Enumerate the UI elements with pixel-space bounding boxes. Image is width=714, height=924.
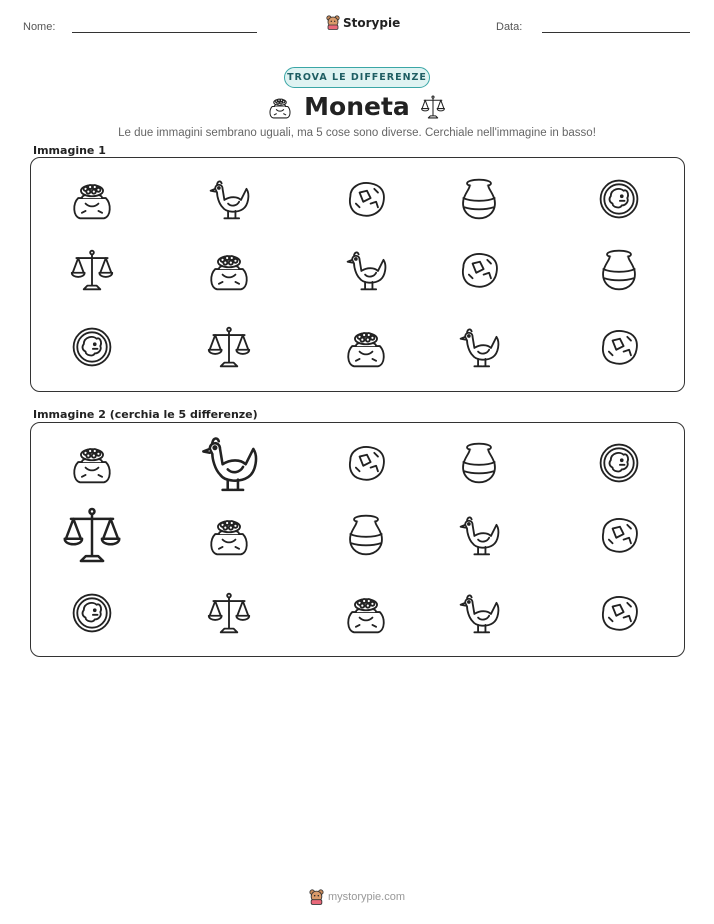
chicken-icon[interactable] bbox=[197, 431, 261, 495]
title-scales-icon bbox=[418, 94, 448, 120]
section-2-label: Immagine 2 (cerchia le 5 differenze) bbox=[33, 408, 258, 421]
pot-icon[interactable] bbox=[343, 512, 389, 558]
pot-icon bbox=[596, 247, 642, 293]
chicken-icon bbox=[343, 247, 389, 293]
name-field[interactable] bbox=[72, 32, 257, 33]
lion-coin-icon bbox=[69, 324, 115, 370]
scales-icon bbox=[69, 247, 115, 293]
brand-name: Storypie bbox=[343, 15, 401, 30]
ore-rock-icon[interactable] bbox=[596, 590, 642, 636]
sack-icon bbox=[206, 247, 252, 293]
chicken-icon bbox=[206, 176, 252, 222]
scales-icon[interactable] bbox=[206, 590, 252, 636]
date-label: Data: bbox=[496, 21, 523, 33]
lion-coin-icon[interactable] bbox=[69, 590, 115, 636]
sack-icon[interactable] bbox=[69, 440, 115, 486]
scales-icon[interactable] bbox=[61, 504, 123, 566]
footer bbox=[0, 889, 714, 905]
bear-logo-icon bbox=[309, 889, 324, 905]
pot-icon bbox=[456, 176, 502, 222]
ore-rock-icon[interactable] bbox=[343, 440, 389, 486]
bear-logo-icon bbox=[326, 15, 340, 30]
chicken-icon bbox=[456, 324, 502, 370]
sack-icon[interactable] bbox=[206, 512, 252, 558]
sack-icon bbox=[343, 324, 389, 370]
name-label: Nome: bbox=[23, 21, 56, 33]
page-title: Moneta bbox=[304, 92, 410, 121]
date-field[interactable] bbox=[542, 32, 690, 33]
activity-badge: TROVA LE DIFFERENZE bbox=[284, 67, 430, 88]
section-1-label: Immagine 1 bbox=[33, 144, 106, 157]
instructions: Le due immagini sembrano uguali, ma 5 cose sono diverse. Cerchiale nell'immagine in basso! bbox=[118, 127, 596, 139]
lion-coin-icon bbox=[596, 176, 642, 222]
scales-icon bbox=[206, 324, 252, 370]
sack-icon[interactable] bbox=[343, 590, 389, 636]
ore-rock-icon bbox=[456, 247, 502, 293]
ore-rock-icon[interactable] bbox=[596, 512, 642, 558]
lion-coin-icon[interactable] bbox=[596, 440, 642, 486]
sack-icon bbox=[69, 176, 115, 222]
ore-rock-icon bbox=[596, 324, 642, 370]
footer-url: mystorypie.com bbox=[327, 891, 406, 903]
ore-rock-icon bbox=[343, 176, 389, 222]
chicken-icon[interactable] bbox=[456, 590, 502, 636]
brand-logo bbox=[326, 15, 400, 30]
chicken-icon[interactable] bbox=[456, 512, 502, 558]
pot-icon[interactable] bbox=[456, 440, 502, 486]
